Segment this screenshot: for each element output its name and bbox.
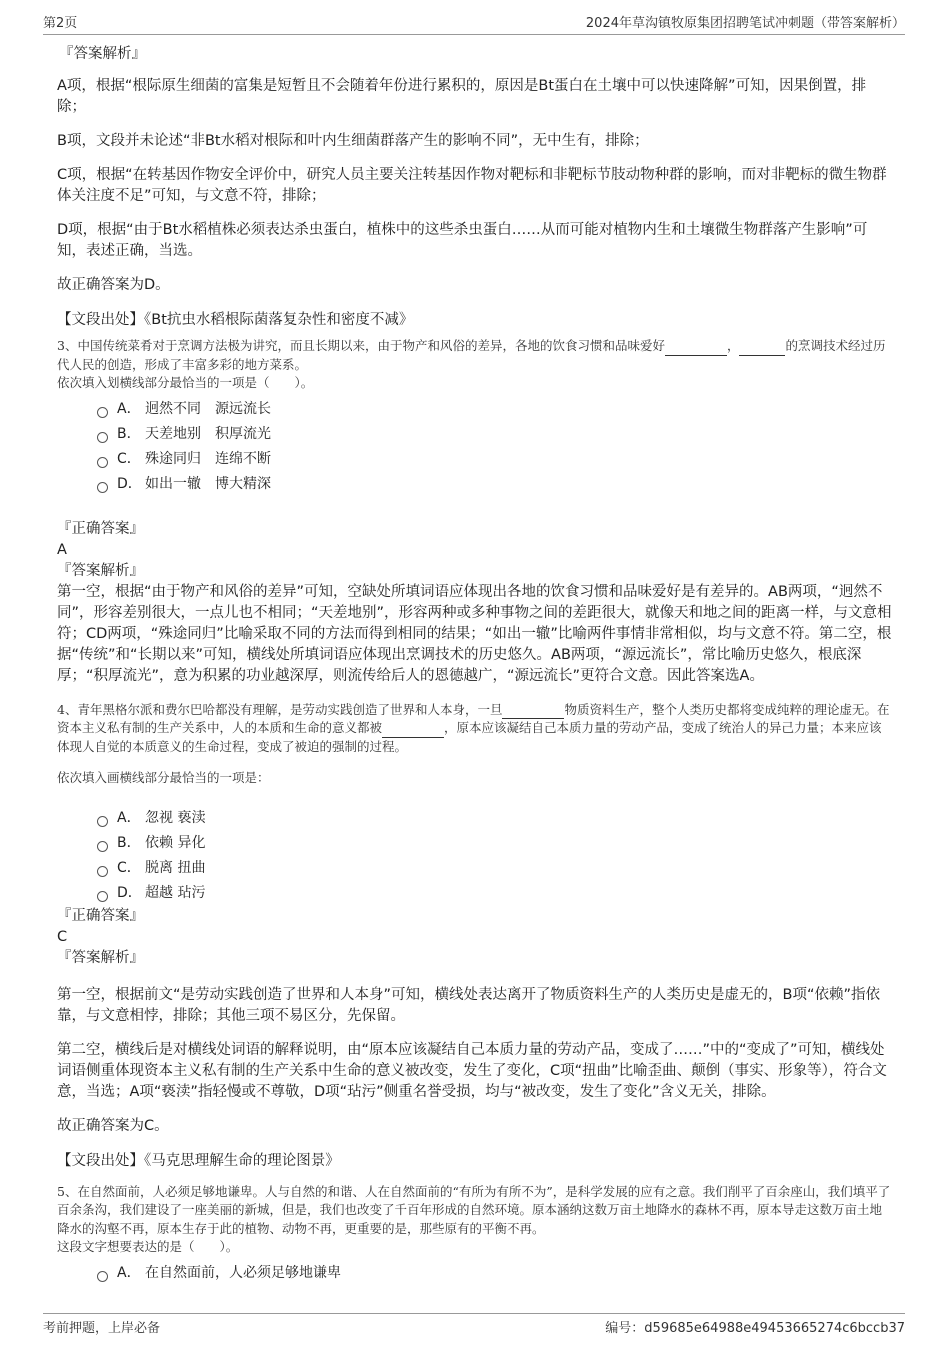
option-d[interactable]: [97, 472, 893, 497]
radio-button-icon[interactable]: [97, 816, 108, 827]
question-3-stem: [57, 337, 893, 374]
footer-slogan: 考前押题，上岸必备: [43, 1321, 161, 1336]
stem-part: ，原本应该凝结自己本质力量的劳动产品，变成了统治人的异己力量；本来应该体现人自觉的本质意义的生命过程，变成了被迫的强制的过程。: [57, 720, 882, 754]
option-b[interactable]: [97, 831, 893, 856]
radio-button-icon[interactable]: [97, 457, 108, 468]
option-text: 殊途同归 连绵不断: [145, 450, 271, 467]
analysis-paragraph: 第一空，根据前文“是劳动实践创造了世界和人本身”可知，横线处表达离开了物质资料生产的人类历史是虚无的，B项“依赖”指依靠，与文意相悖，排除；其他三项不易区分，先保留。: [57, 986, 880, 1024]
page-header: [43, 12, 905, 35]
stem-part: 的烹调技术经过历代人民的创造，形成了丰富多彩的地方菜系。: [57, 338, 886, 372]
source-citation: 【文段出处】《Bt抗虫水稻根际菌落复杂性和密度不减》: [57, 312, 414, 328]
option-b[interactable]: [97, 422, 893, 447]
question-5-prompt: 这段文字想要表达的是（ ）。: [57, 1239, 239, 1254]
question-4-prompt: 依次填入画横线部分最恰当的一项是：: [57, 770, 270, 785]
question-5-stem: 5、在自然面前，人必须足够地谦卑。人与自然的和谐、人在自然面前的“有所为有所不为”，是科学发展的应有之意。我们削平了百余座山，我们填平了百余条沟，我们建设了一座美丽的新城，但是，我们也改变了千百年形成的自然环境。原本涵纳这数万亩土地降水的森林不再，原本导走这数万亩土地降水的沟壑不再，原本生存于此的植物、动物不再，更重要的是，那些原有的平衡不再。: [57, 1183, 891, 1236]
analysis-paragraph: 第二空，横线后是对横线处词语的解释说明，由“原本应该凝结自己本质力量的劳动产品，变成了……”中的“变成了”可知，横线处词语侧重体现资本主义私有制的生产关系中生命的意义被改变，发生了变化，C项“扭曲”比喻歪曲、颠倒（事实、形象等），符合文意，当选；A项“亵渎”指轻慢或不尊敬，D项“玷污”侧重名誉受损，均与“被改变，发生了变化”含义无关，排除。: [57, 1041, 887, 1100]
option-text: 天差地别 积厚流光: [145, 425, 271, 442]
stem-part: 物质资料生产，整个人类历史都将变成纯粹的理论虚无。在资本主义私有制的生产关系中，人的本质和生命的意义都被: [57, 701, 890, 735]
analysis-paragraph: A项，根据“根际原生细菌的富集是短暂且不会随着年份进行累积的，原因是Bt蛋白在土壤中可以快速降解”可知，因果倒置，排除；: [57, 78, 867, 115]
option-text: 忽视 亵渎: [145, 809, 206, 826]
question-3-options: [57, 397, 893, 497]
radio-button-icon[interactable]: [97, 432, 108, 443]
analysis-label: 『答案解析』: [57, 949, 144, 966]
stem-part: 4、青年黑格尔派和费尔巴哈都没有理解，是劳动实践创造了世界和人本身，一旦: [57, 701, 503, 717]
option-letter: D．: [117, 475, 142, 492]
page-number: 第2页: [43, 16, 78, 31]
option-c[interactable]: [97, 447, 893, 472]
radio-button-icon[interactable]: [97, 866, 108, 877]
source-citation: 【文段出处】《马克思理解生命的理论图景》: [57, 1152, 340, 1169]
fill-blank: [502, 704, 564, 719]
analysis-paragraph: D项，根据“由于Bt水稻植株必须表达杀虫蛋白，植株中的这些杀虫蛋白……从而可能对植物内生和土壤微生物群落产生影响”可知，表述正确，当选。: [57, 222, 868, 259]
option-letter: B．: [117, 425, 141, 442]
analysis-paragraph: 第一空，根据“由于物产和风俗的差异”可知，空缺处所填词语应体现出各地的饮食习惯和品味爱好是有差异的。AB两项，“迥然不同”，形容差别很大，一点儿也不相同；“天差地别”，形容两种或多种事物之间的差距很大，就像天和地之间的距离一样，与文意相符；CD两项，“殊途同归”比喻采取不同的方法而得到相同的结果；“如出一辙”比喻两件事情非常相似，均与文意不符。第二空，根据“传统”和“长期以来”可知，横线处所填词语应体现出烹调技术的历史悠久。AB两项，“源远流长”，常比喻历史悠久，根底深厚；“积厚流光”，意为积累的功业越深厚，则流传给后人的恩德越广，“源远流长”更符合文意。因此答案选A。: [57, 583, 892, 684]
page-footer: [43, 1313, 905, 1336]
option-a[interactable]: [97, 1261, 893, 1286]
option-letter: C．: [117, 450, 141, 467]
option-letter: D．: [117, 884, 142, 901]
radio-button-icon[interactable]: [97, 891, 108, 902]
stem-part: 3、中国传统菜肴对于烹调方法极为讲究，而且长期以来，由于物产和风俗的差异，各地的饮食习惯和品味爱好: [57, 338, 665, 353]
option-letter: A．: [117, 400, 141, 417]
option-text: 如出一辙 博大精深: [145, 475, 271, 492]
correct-answer-label: 『正确答案』: [57, 520, 144, 537]
question-4-options: [57, 806, 893, 906]
analysis-paragraph: C项，根据“在转基因作物安全评价中，研究人员主要关注转基因作物对靶标和非靶标节肢动物种群的影响，而对非靶标的微生物群体关注度不足”可知，与文意不符，排除；: [57, 167, 887, 204]
fill-blank: [382, 723, 444, 738]
correct-answer: C: [57, 928, 68, 945]
question-5-options: [57, 1261, 893, 1286]
radio-button-icon[interactable]: [97, 482, 108, 493]
answer-conclusion: 故正确答案为D。: [57, 277, 170, 293]
fill-blank: [665, 341, 727, 356]
option-text: 超越 玷污: [145, 884, 206, 901]
analysis-label: 『答案解析』: [57, 562, 144, 579]
option-text: 迥然不同 源远流长: [145, 400, 271, 417]
option-letter: A．: [117, 809, 141, 826]
option-c[interactable]: [97, 856, 893, 881]
stem-part: ，: [726, 338, 740, 353]
option-letter: A．: [117, 1264, 141, 1281]
fill-blank: [739, 341, 785, 356]
answer-conclusion: 故正确答案为C。: [57, 1117, 169, 1134]
radio-button-icon[interactable]: [97, 841, 108, 852]
option-d[interactable]: [97, 881, 893, 906]
option-letter: C．: [117, 859, 141, 876]
option-a[interactable]: [97, 397, 893, 422]
option-text: 脱离 扭曲: [145, 859, 206, 876]
option-text: 依赖 异化: [145, 834, 206, 851]
correct-answer-label: 『正确答案』: [57, 907, 144, 924]
radio-button-icon[interactable]: [97, 407, 108, 418]
document-id: 编号：d59685e64988e49453665274c6bccb37: [605, 1321, 905, 1336]
question-3-prompt: 依次填入划横线部分最恰当的一项是（ ）。: [57, 375, 314, 390]
question-4-stem: [57, 701, 893, 757]
analysis-label: 『答案解析』: [59, 46, 146, 62]
correct-answer: A: [57, 541, 67, 558]
option-text: 在自然面前，人必须足够地谦卑: [145, 1264, 341, 1281]
analysis-paragraph: B项，文段并未论述“非Bt水稻对根际和叶内生细菌群落产生的影响不同”，无中生有，排除；: [57, 133, 649, 149]
page-content: [57, 44, 893, 1286]
document-title: 2024年草沟镇牧原集团招聘笔试冲刺题（带答案解析）: [585, 16, 905, 31]
radio-button-icon[interactable]: [97, 1271, 108, 1282]
option-a[interactable]: [97, 806, 893, 831]
option-letter: B．: [117, 834, 141, 851]
